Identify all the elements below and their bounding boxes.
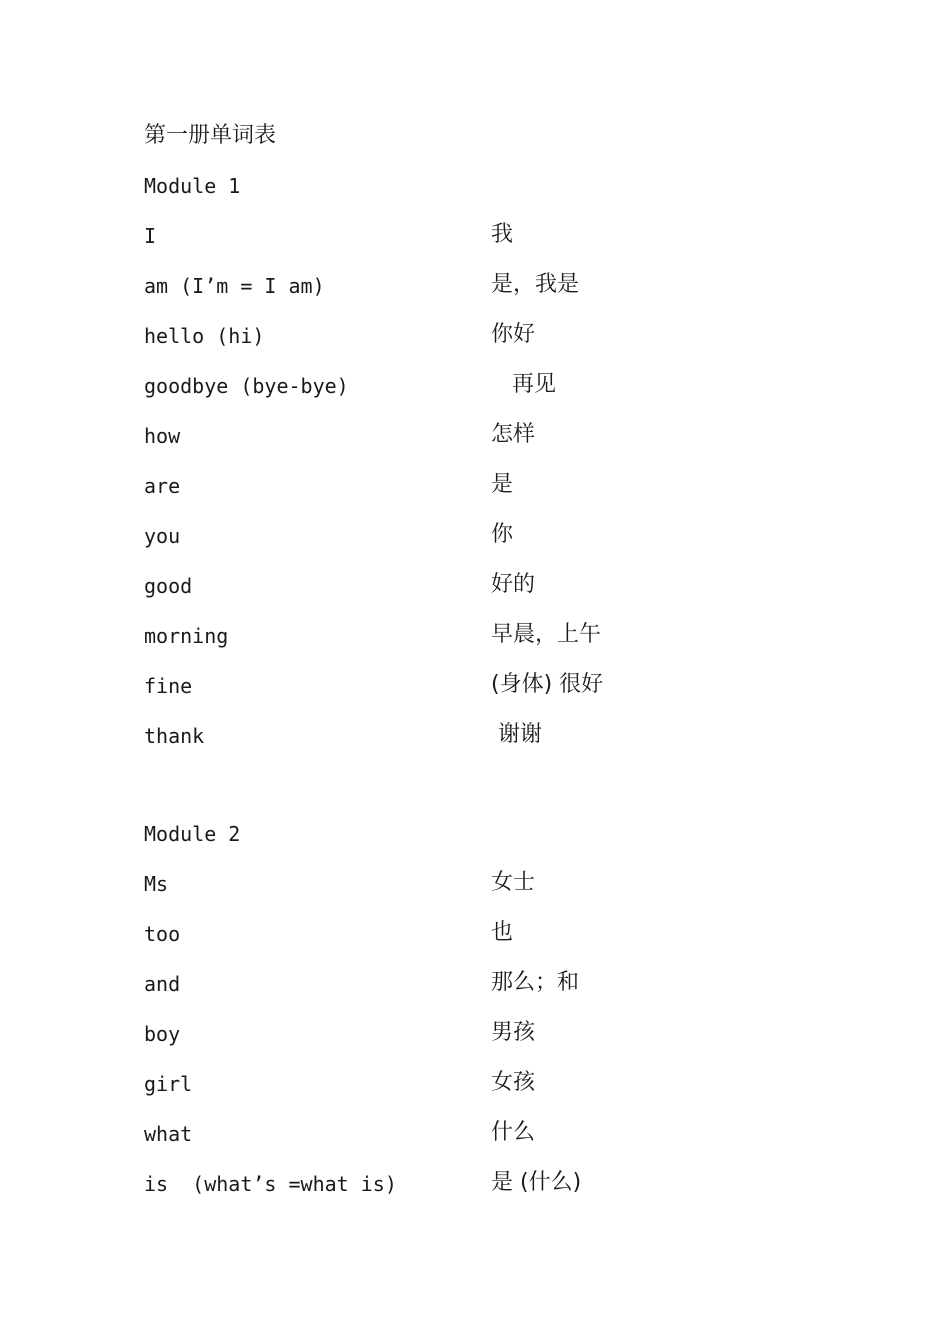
english-word: hello (hi)	[144, 324, 265, 348]
english-word: how	[144, 424, 181, 448]
chinese-meaning: 女士	[491, 870, 536, 895]
chinese-meaning: 我	[491, 222, 514, 247]
word-row	[0, 570, 950, 606]
english-word: good	[144, 574, 193, 598]
english-word: boy	[144, 1022, 181, 1046]
chinese-meaning: (身体) 很好	[491, 672, 604, 697]
word-row	[0, 370, 950, 406]
english-word: girl	[144, 1072, 193, 1096]
word-row	[0, 918, 950, 954]
word-row	[0, 1068, 950, 1104]
word-row	[0, 720, 950, 756]
word-row	[0, 270, 950, 306]
word-row	[0, 670, 950, 706]
word-row	[0, 620, 950, 656]
english-word: too	[144, 922, 181, 946]
chinese-meaning: 是	[491, 472, 514, 497]
english-word: is (what’s =what is)	[144, 1172, 397, 1196]
chinese-meaning: 什么	[491, 1120, 536, 1145]
word-row	[0, 1118, 950, 1154]
chinese-meaning: 好的	[491, 572, 536, 597]
word-row	[0, 868, 950, 904]
module-heading: Module 2	[144, 822, 241, 846]
chinese-meaning: 你	[491, 522, 514, 547]
chinese-meaning: 男孩	[491, 1020, 536, 1045]
english-word: fine	[144, 674, 193, 698]
word-row	[0, 520, 950, 556]
chinese-meaning: 怎样	[491, 422, 536, 447]
chinese-meaning: 是 (什么)	[491, 1170, 582, 1195]
word-row	[0, 420, 950, 456]
chinese-meaning: 是，我是	[491, 272, 580, 297]
chinese-meaning: 你好	[491, 322, 536, 347]
english-word: what	[144, 1122, 193, 1146]
word-row	[0, 320, 950, 356]
english-word: goodbye (bye-bye)	[144, 374, 349, 398]
english-word: you	[144, 524, 181, 548]
english-word: thank	[144, 724, 205, 748]
word-row	[0, 220, 950, 256]
chinese-meaning: 早晨，上午	[491, 622, 602, 647]
chinese-meaning: 女孩	[491, 1070, 536, 1095]
english-word: I	[144, 224, 157, 248]
english-word: are	[144, 474, 181, 498]
page-title: 第一册单词表	[144, 123, 277, 148]
chinese-meaning: 也	[491, 920, 514, 945]
english-word: Ms	[144, 872, 169, 896]
chinese-meaning: 再见	[491, 372, 556, 397]
word-row	[0, 470, 950, 506]
english-word: and	[144, 972, 181, 996]
module-heading: Module 1	[144, 174, 241, 198]
english-word: morning	[144, 624, 229, 648]
english-word: am (I’m = I am)	[144, 274, 325, 298]
word-row	[0, 1168, 950, 1204]
chinese-meaning: 那么；和	[491, 970, 580, 995]
word-row	[0, 1018, 950, 1054]
word-row	[0, 968, 950, 1004]
chinese-meaning: 谢谢	[491, 722, 542, 747]
